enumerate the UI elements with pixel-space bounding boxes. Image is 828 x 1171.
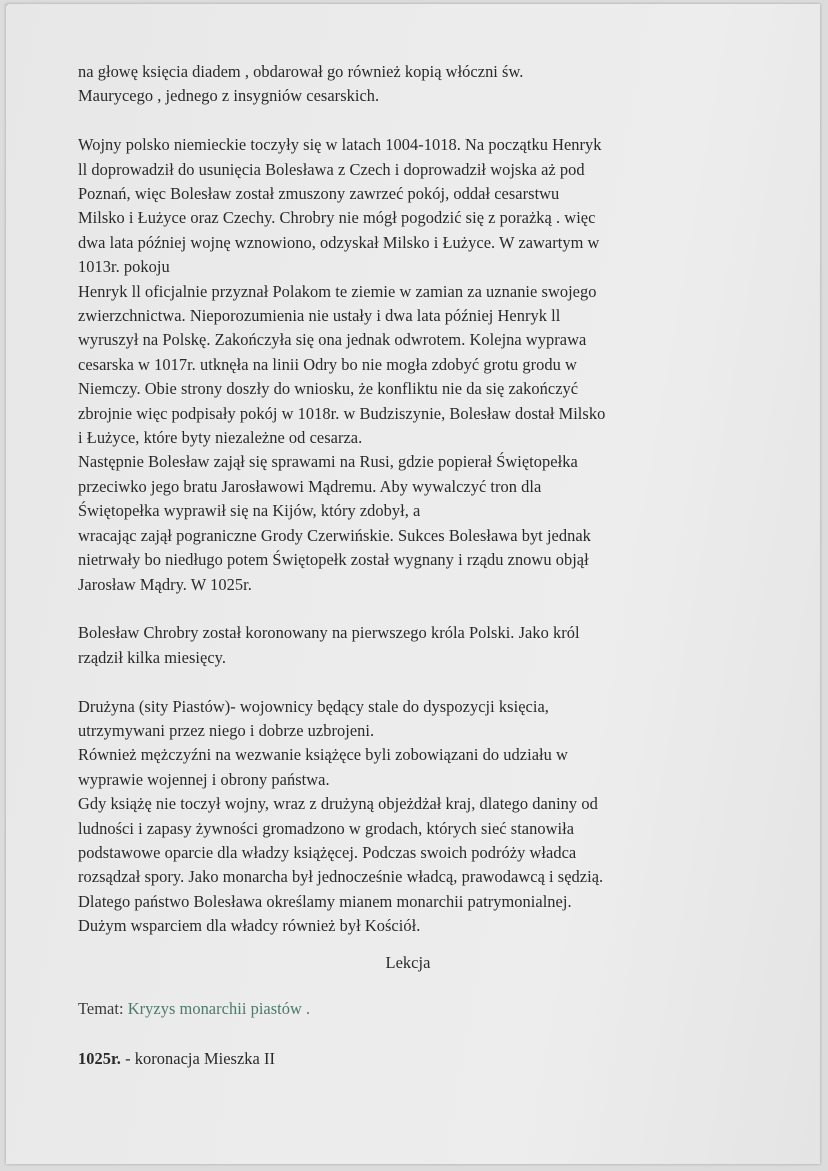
paragraphs-container <box>78 60 778 939</box>
document-body <box>78 60 778 1072</box>
text-line: wracając zajął pograniczne Grody Czerwińskie. Sukces Bolesława byt jednak <box>78 525 591 545</box>
document-page <box>6 4 820 1164</box>
text-line: Jarosław Mądry. W 1025r. <box>78 574 252 594</box>
text-line: Dużym wsparciem dla władcy również był Kościół. <box>78 916 421 936</box>
text-line: Świętopełka wyprawił się na Kijów, który zdobył, a <box>78 501 421 521</box>
text-line: na głowę księcia diadem , obdarował go również kopią włóczni św. <box>78 62 524 81</box>
text-line: Gdy książę nie toczył wojny, wraz z drużyną objeżdżał kraj, dlatego daniny od <box>78 794 598 814</box>
lesson-heading: Lekcja <box>385 952 431 972</box>
text-line: Henryk ll oficjalnie przyznał Polakom te ziemie w zamian za uznanie swojego <box>78 281 597 301</box>
paragraph-gap <box>78 109 778 133</box>
text-line: wyprawie wojennej i obrony państwa. <box>78 769 330 789</box>
text-line: Maurycego , jednego z insygniów cesarskich. <box>78 86 380 106</box>
text-line: dwa lata później wojnę wznowiono, odzyskał Milsko i Łużyce. W zawartym w <box>78 232 600 252</box>
text-line: Następnie Bolesław zajął się sprawami na Rusi, gdzie popierał Świętopełka <box>78 452 578 472</box>
date-description: - koronacja Mieszka II <box>120 1049 276 1069</box>
paragraph <box>78 621 778 670</box>
text-line: Poznań, więc Bolesław został zmuszony zawrzeć pokój, oddał cesarstwu <box>78 184 560 204</box>
text-line: rozsądzał spory. Jako monarcha był jednocześnie władcą, prawodawcą i sędzią. <box>78 867 604 887</box>
text-line: Bolesław Chrobry został koronowany na pierwszego króla Polski. Jako król <box>78 623 580 643</box>
text-line: przeciwko jego bratu Jarosławowi Mądremu. Aby wywalczyć tron dla <box>78 476 542 496</box>
page-fold-crease <box>6 4 64 26</box>
date-year: 1025r. <box>78 1049 121 1069</box>
text-line: cesarska w 1017r. utknęła na linii Odry bo nie mogła zdobyć grotu grodu w <box>78 354 577 374</box>
text-line: Wojny polsko niemieckie toczyły się w latach 1004-1018. Na początku Henryk <box>78 135 602 155</box>
text-line: Milsko i Łużyce oraz Czechy. Chrobry nie mógł pogodzić się z porażką . więc <box>78 208 596 228</box>
text-line: zwierzchnictwa. Nieporozumienia nie ustały i dwa lata później Henryk ll <box>78 306 561 326</box>
text-line: 1013r. pokoju <box>78 257 170 277</box>
topic-label: Temat: <box>78 998 124 1018</box>
text-line: wyruszył na Polskę. Zakończyła się ona jednak odwrotem. Kolejna wyprawa <box>78 330 587 350</box>
paragraph-gap <box>78 597 778 621</box>
paragraph <box>78 695 778 939</box>
paragraph-gap <box>78 670 778 694</box>
text-line: Niemczy. Obie strony doszły do wniosku, że konfliktu nie da się zakończyć <box>78 379 579 399</box>
topic-line <box>78 997 778 1021</box>
text-line: Dlatego państwo Bolesława określamy mianem monarchii patrymonialnej. <box>78 891 572 911</box>
topic-value: Kryzys monarchii piastów . <box>127 998 311 1018</box>
text-line: rządził kilka miesięcy. <box>78 647 226 667</box>
text-line: nietrwały bo niedługo potem Świętopełk został wygnany i rządu znowu objął <box>78 550 589 570</box>
text-line: podstawowe oparcie dla władzy książęcej. Podczas swoich podróży władca <box>78 842 577 862</box>
text-line: i Łużyce, które byty niezależne od cesarza. <box>78 428 363 448</box>
text-line: ll doprowadził do usunięcia Bolesława z Czech i doprowadził wojska aż pod <box>78 159 585 179</box>
paragraph <box>78 60 778 109</box>
text-line: ludności i zapasy żywności gromadzono w grodach, których sieć stanowiła <box>78 818 575 838</box>
paragraph <box>78 133 778 597</box>
date-entry <box>78 1047 778 1071</box>
text-line: utrzymywani przez niego i dobrze uzbrojeni. <box>78 720 375 740</box>
text-line: Drużyna (sity Piastów)- wojownicy będący stale do dyspozycji księcia, <box>78 696 549 716</box>
text-line: Również mężczyźni na wezwanie książęce byli zobowiązani do udziału w <box>78 745 568 765</box>
text-line: zbrojnie więc podpisały pokój w 1018r. w Budziszynie, Bolesław dostał Milsko <box>78 403 606 423</box>
